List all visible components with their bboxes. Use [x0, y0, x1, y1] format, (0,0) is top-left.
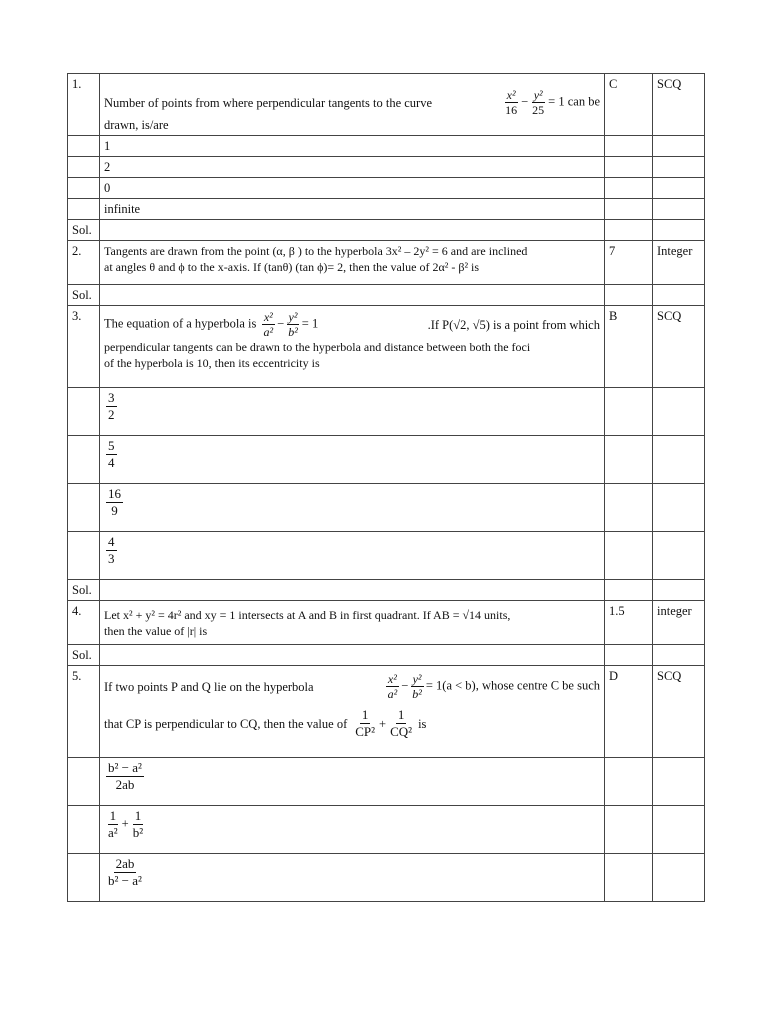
option-row — [68, 388, 705, 436]
question-number: 2. — [68, 241, 100, 285]
fraction: $\frac{1}{\text{b²}}$ — [132, 808, 144, 840]
fraction: $\frac{\text{y²}}{\text{b²}}$ — [412, 672, 422, 701]
option: 0 — [100, 178, 605, 199]
question-text: Tangents are drawn from the point (α, β ) to the hyperbola 3x² – 2y² = 6 and are inclined at angles θ and ϕ to the x-axis. If (tanθ) (tan ϕ)= 2, then the value of 2α² - β² is — [100, 241, 605, 285]
question-row — [68, 666, 705, 758]
fraction: $\frac{1}{\text{CP²}}$ — [355, 707, 376, 739]
option-row — [68, 806, 705, 854]
question-text: Number of points from where perpendicular tangents to the curve $\frac{\text{x²}}{16}$ − $\frac{\text{y²}}{25}$ = 1 can be drawn, is/are — [100, 74, 605, 136]
fraction: $\frac{2ab}{\text{b² − a²}}$ — [108, 856, 142, 888]
option — [100, 758, 605, 806]
question-type: SCQ — [653, 306, 705, 388]
option: $\frac{1}{\text{a²}}$ + $\frac{1}{\text{b²}}$ — [100, 806, 605, 854]
fraction: $\frac{\text{x²}}{\text{a²}}$ — [387, 672, 398, 701]
answer-key: 1.5 — [605, 601, 653, 645]
question-number: 5. — [68, 666, 100, 758]
question-text: If two points P and Q lie on the hyperbola $\frac{\text{x²}}{\text{a²}}$ − $\frac{\text{y²}}{\text{b²}}$ = 1(a < b), whose centre C be such that CP is perpendicular to CQ, then the value of $\frac{1}{\text{CP²}}$ + $\frac{1}{\text{CQ²}}$ is — [100, 666, 605, 758]
fraction: $\frac{\text{b² − a²}}{2ab}$ — [108, 760, 142, 792]
fraction: $\frac{1}{\text{CQ²}}$ — [390, 707, 413, 739]
option — [100, 436, 605, 484]
option — [100, 854, 605, 902]
fraction: $\frac{\text{x²}}{16}$ — [505, 88, 518, 117]
fraction: $\frac{\text{y²}}{25}$ — [532, 88, 545, 117]
solution-row — [68, 285, 705, 306]
fraction: $\frac{\text{x²}}{\text{a²}}$ — [263, 310, 274, 339]
option — [100, 532, 605, 580]
option-row — [68, 178, 705, 199]
solution-label: Sol. — [68, 580, 100, 601]
fraction: $\frac{3}{2}$ — [108, 390, 115, 422]
solution-row — [68, 645, 705, 666]
question-stem: Number of points from where perpendicular tangents to the curve — [104, 95, 433, 110]
question-row — [68, 241, 705, 285]
solution-label: Sol. — [68, 285, 100, 306]
question-number: 1. — [68, 74, 100, 136]
question-type: SCQ — [653, 74, 705, 136]
question-type: SCQ — [653, 666, 705, 758]
question-row — [68, 74, 705, 136]
option-row — [68, 157, 705, 178]
option-row — [68, 854, 705, 902]
option-row — [68, 136, 705, 157]
fraction: $\frac{5}{4}$ — [108, 438, 115, 470]
question-stem-cont: drawn, is/are — [104, 118, 169, 132]
answer-key: C — [605, 74, 653, 136]
option — [100, 388, 605, 436]
option-row — [68, 436, 705, 484]
option-row — [68, 758, 705, 806]
option: infinite — [100, 199, 605, 220]
fraction: $\frac{\text{y²}}{\text{b²}}$ — [288, 310, 298, 339]
question-stem: The equation of a hyperbola is — [104, 316, 257, 331]
solution-row — [68, 580, 705, 601]
fraction: $\frac{16}{9}$ — [108, 486, 121, 518]
option-row — [68, 532, 705, 580]
question-stem: If two points P and Q lie on the hyperbola — [104, 679, 314, 694]
question-table — [67, 73, 705, 902]
question-row — [68, 306, 705, 388]
answer-key: D — [605, 666, 653, 758]
question-row — [68, 601, 705, 645]
option: 1 — [100, 136, 605, 157]
fraction: $\frac{4}{3}$ — [108, 534, 115, 566]
option: 2 — [100, 157, 605, 178]
question-type: Integer — [653, 241, 705, 285]
question-text: The equation of a hyperbola is $\frac{\text{x²}}{\text{a²}}$ − $\frac{\text{y²}}{\text{b²}}$ = 1 .If P(√2, √5) is a point from which perpendicular tangents can be drawn to the hyperbola and distance between both the foci of the hyperbola is 10, then its eccentricity is — [100, 306, 605, 388]
option — [100, 484, 605, 532]
fraction: $\frac{1}{\text{a²}}$ — [108, 808, 118, 840]
solution-row — [68, 220, 705, 241]
answer-key: 7 — [605, 241, 653, 285]
option-row — [68, 199, 705, 220]
solution-label: Sol. — [68, 645, 100, 666]
answer-key: B — [605, 306, 653, 388]
question-type: integer — [653, 601, 705, 645]
solution-label: Sol. — [68, 220, 100, 241]
question-text: Let x² + y² = 4r² and xy = 1 intersects at A and B in first quadrant. If AB = √14 units, then the value of |r| is — [100, 601, 605, 645]
question-number: 3. — [68, 306, 100, 388]
option-row — [68, 484, 705, 532]
question-number: 4. — [68, 601, 100, 645]
